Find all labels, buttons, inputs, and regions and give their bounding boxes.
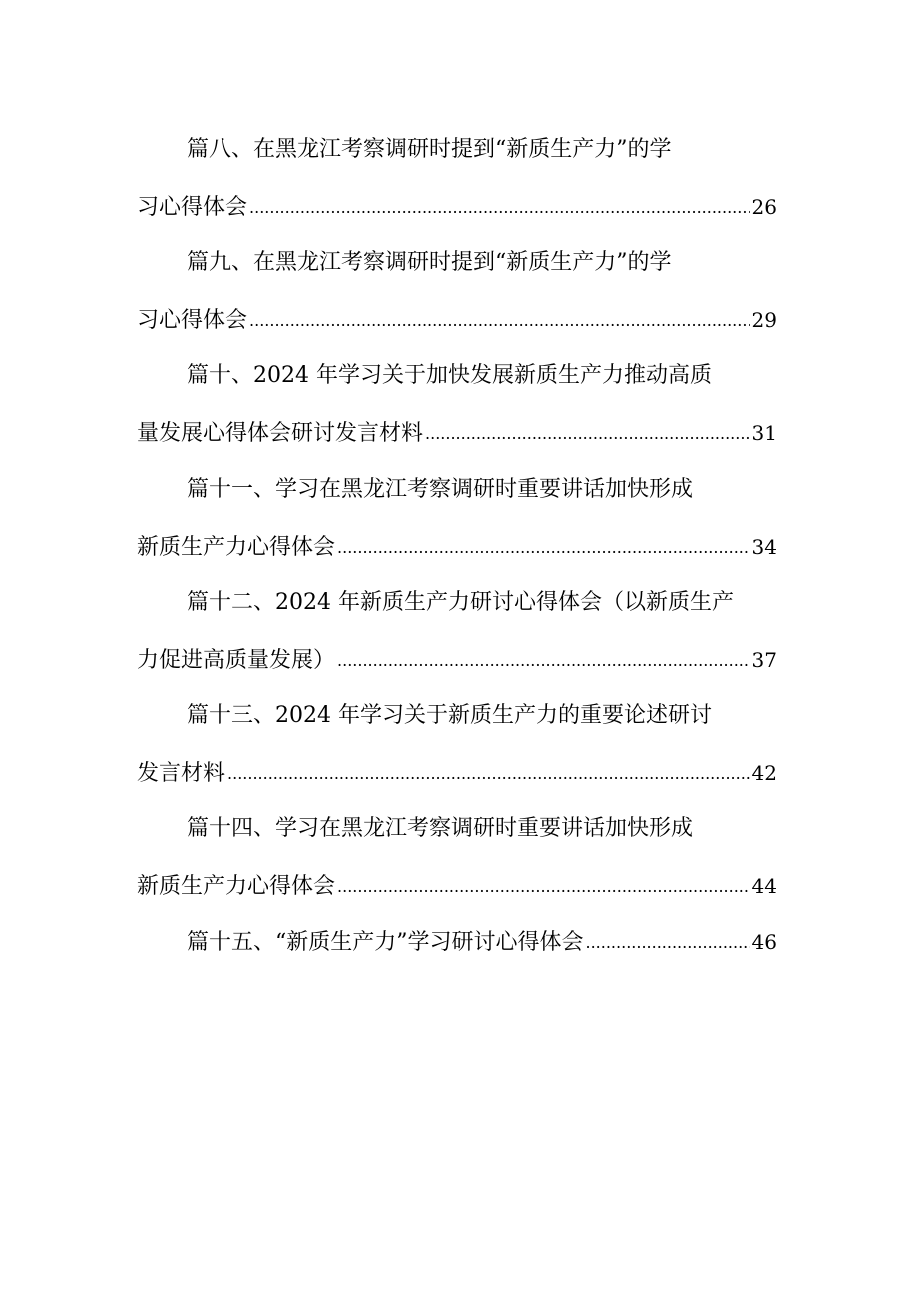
dot-leader [337,869,750,904]
toc-entry-title-cont: 发言材料 [137,761,226,786]
toc-entry-title: 篇十二、2024 年新质生产力研讨心得体会（以新质生产 [187,590,734,615]
toc-page-number: 29 [751,308,777,332]
toc-entry-title-line1 [137,699,777,733]
dot-leader [249,303,750,338]
toc-entry-title: 篇九、在黑龙江考察调研时提到“新质生产力”的学 [187,250,672,275]
toc-entry-title-cont: 力促进高质量发展） [137,648,336,673]
toc-entry-title-line1 [137,812,777,846]
toc-entry-title-line2 [137,416,777,450]
dot-leader [425,416,750,451]
toc-page-number: 46 [751,930,777,954]
toc-entry-title-cont: 量发展心得体会研讨发言材料 [137,421,424,446]
toc-page-number: 37 [751,648,777,672]
toc-entry-title-line1 [137,586,777,620]
toc-entry-title-line2 [137,756,777,790]
toc-entry-title-line1 [137,473,777,507]
dot-leader [586,925,750,960]
toc-entry-title-cont: 新质生产力心得体会 [137,874,336,899]
toc-page-number: 31 [751,421,777,445]
toc-entry-title-line2 [137,303,777,337]
dot-leader [249,190,750,225]
toc-entry-title-cont: 新质生产力心得体会 [137,535,336,560]
toc-entry-title-line1 [137,246,777,280]
toc-entry-title: 篇十四、学习在黑龙江考察调研时重要讲话加快形成 [187,816,694,841]
toc-entry-title-line2 [137,530,777,564]
toc-entry-title-cont: 习心得体会 [137,308,248,333]
dot-leader [337,530,750,565]
toc-page-number: 34 [751,535,777,559]
toc-entry-title-cont: 习心得体会 [137,195,248,220]
toc-entry-title-line1 [137,359,777,393]
toc-entry-title: 篇十三、2024 年学习关于新质生产力的重要论述研讨 [187,703,712,728]
toc-page-number: 26 [751,195,777,219]
dot-leader [227,756,750,791]
toc-entry-title-line2 [137,190,777,224]
toc-entry-title: 篇八、在黑龙江考察调研时提到“新质生产力”的学 [187,137,672,162]
toc-page-number: 44 [751,874,777,898]
toc-entry-title-line1 [137,133,777,167]
toc-entry-title-line2 [137,643,777,677]
toc-entry-title-line2 [137,869,777,903]
toc-entry-title-line [137,925,777,959]
toc-entry-title: 篇十、2024 年学习关于加快发展新质生产力推动高质 [187,363,712,388]
toc-page-number: 42 [751,761,777,785]
dot-leader [337,643,750,678]
toc-entry-title: 篇十一、学习在黑龙江考察调研时重要讲话加快形成 [187,477,694,502]
toc-entry-title: 篇十五、“新质生产力”学习研讨心得体会 [187,930,584,955]
